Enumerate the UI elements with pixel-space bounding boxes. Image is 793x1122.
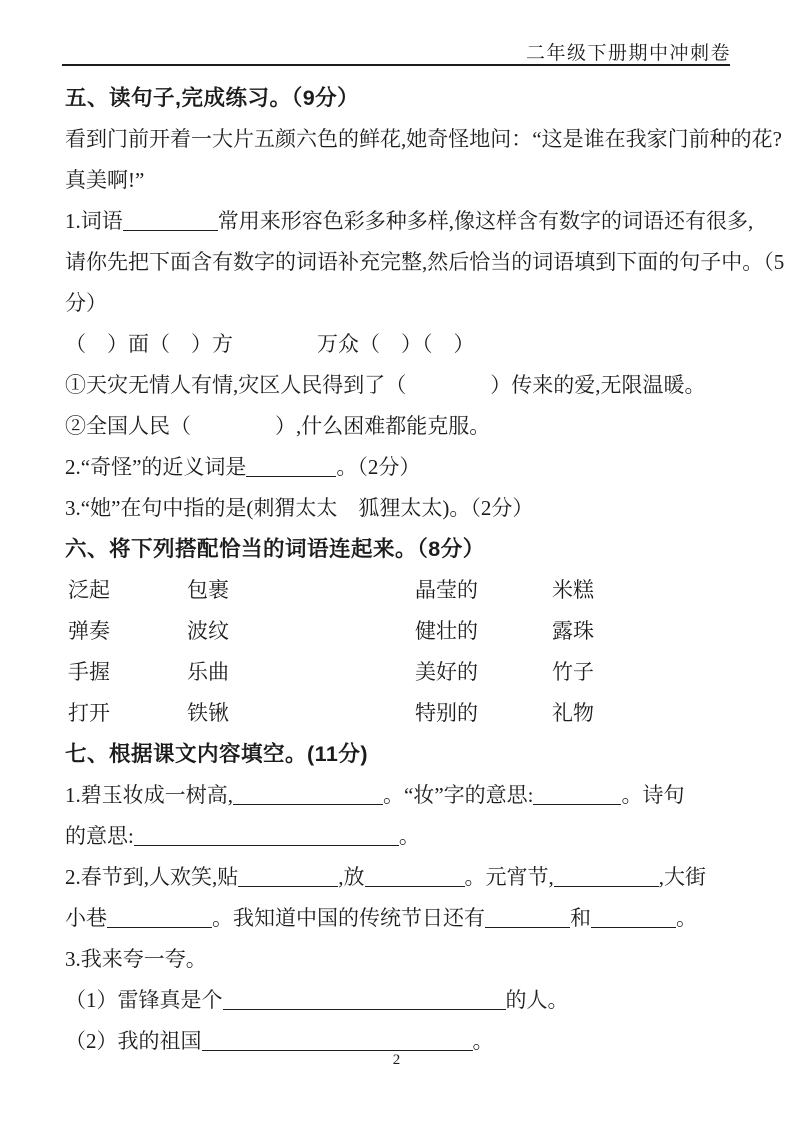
q2-line2-seg1: 小巷	[65, 905, 107, 930]
answer-blank	[246, 455, 336, 477]
exam-header-title: 二年级下册期中冲刺卷	[525, 43, 731, 64]
section7-q2-line2	[65, 896, 731, 937]
section5-q1-word-blanks: （ ）面（ ）方 万众（ ）（ ）	[65, 331, 475, 356]
section7-q3-intro: 3.我来夸一夸。	[65, 946, 207, 971]
match-row-2	[65, 609, 731, 650]
answer-blank	[223, 988, 506, 1010]
section7-q1-line2	[65, 814, 731, 855]
answer-blank	[233, 783, 383, 805]
match-cell: 露珠	[552, 618, 594, 643]
exam-content	[65, 76, 785, 1060]
match-cell: 包裹	[187, 577, 229, 602]
section5-q2	[65, 445, 731, 486]
section5-q1-fill2: ②全国人民（ ）,什么困难都能克服。	[65, 413, 491, 438]
page-number: 2	[392, 1052, 401, 1068]
match-cell: 美好的	[415, 659, 478, 684]
section5-q1-fill1: ①天灾无情人有情,灾区人民得到了（ ）传来的爱,无限温暖。	[65, 372, 706, 397]
answer-blank	[107, 906, 212, 928]
q2-line2-seg3: 和	[570, 905, 591, 930]
q1-line2-pre: 的意思:	[65, 823, 134, 848]
q3-item2-post: 。	[472, 1028, 494, 1053]
match-cell: 米糕	[552, 577, 594, 602]
match-row-grid	[65, 574, 731, 604]
match-cell: 打开	[68, 700, 110, 725]
section5-q1-line2: 请你先把下面含有数字的词语补充完整,然后恰当的词语填到下面的句子中。（5	[65, 249, 785, 274]
match-row-grid	[65, 697, 731, 727]
match-row-grid	[65, 615, 731, 645]
answer-blank	[134, 824, 399, 846]
q2-seg4: ,大街	[658, 864, 706, 889]
match-cell: 礼物	[552, 700, 594, 725]
section5-q1-line3: 分）	[65, 290, 107, 315]
answer-blank	[554, 865, 659, 887]
answer-blank	[485, 906, 570, 928]
q2-text-post: 。（2分）	[336, 454, 421, 479]
q2-line2-seg2: 。我知道中国的传统节日还有	[212, 905, 485, 930]
section5-passage-line1: 看到门前开着一大片五颜六色的鲜花,她奇怪地问：“这是谁在我家门前种的花?	[65, 126, 782, 151]
answer-blank	[365, 865, 465, 887]
match-cell: 晶莹的	[415, 577, 478, 602]
q1-seg3: 。诗句	[621, 782, 685, 807]
section7-title: 七、根据课文内容填空。(11分)	[65, 742, 369, 766]
answer-blank	[591, 906, 676, 928]
match-row-1	[65, 568, 731, 609]
match-row-4	[65, 691, 731, 732]
match-row-grid	[65, 656, 731, 686]
section7-q2-line1	[65, 855, 731, 896]
q2-seg3: 。元宵节,	[464, 864, 554, 889]
match-cell: 弹奏	[68, 618, 110, 643]
q1-text-post: 常用来形容色彩多种多样,像这样含有数字的词语还有很多,	[217, 208, 754, 233]
answer-blank	[202, 1029, 473, 1051]
q1-line2-post: 。	[398, 823, 420, 848]
q1-seg1: 1.碧玉妆成一树高,	[65, 782, 233, 807]
q2-line2-seg4: 。	[676, 905, 697, 930]
q1-seg2: 。“妆”字的意思:	[383, 782, 534, 807]
match-cell: 泛起	[68, 577, 110, 602]
q3-item1-pre: （1）雷锋真是个	[65, 987, 223, 1012]
q2-text-pre: 2.“奇怪”的近义词是	[65, 454, 247, 479]
q2-seg2: ,放	[338, 864, 365, 889]
section7-q3-item1	[65, 978, 731, 1019]
answer-blank	[123, 209, 218, 231]
section5-q1-line1	[65, 199, 754, 240]
match-cell: 手握	[68, 659, 110, 684]
section5-passage-line2: 真美啊!”	[65, 167, 145, 192]
q1-text-pre: 1.词语	[65, 208, 123, 233]
match-cell: 健壮的	[415, 618, 478, 643]
q3-item2-pre: （2）我的祖国	[65, 1028, 202, 1053]
section6-title: 六、将下列搭配恰当的词语连起来。（8分）	[65, 537, 485, 561]
answer-blank	[238, 865, 338, 887]
section7-q1-line1	[65, 773, 731, 814]
match-cell: 波纹	[187, 618, 229, 643]
q3-item1-post: 的人。	[505, 987, 569, 1012]
answer-blank	[533, 783, 621, 805]
header-divider	[62, 64, 730, 66]
q2-seg1: 2.春节到,人欢笑,贴	[65, 864, 239, 889]
match-cell: 铁锹	[187, 700, 229, 725]
match-row-3	[65, 650, 731, 691]
match-cell: 特别的	[415, 700, 478, 725]
match-cell: 乐曲	[187, 659, 229, 684]
match-cell: 竹子	[552, 659, 594, 684]
section5-title: 五、读句子,完成练习。（9分）	[65, 86, 360, 110]
section5-q3: 3.“她”在句中指的是(刺猬太太 狐狸太太)。（2分）	[65, 495, 534, 520]
